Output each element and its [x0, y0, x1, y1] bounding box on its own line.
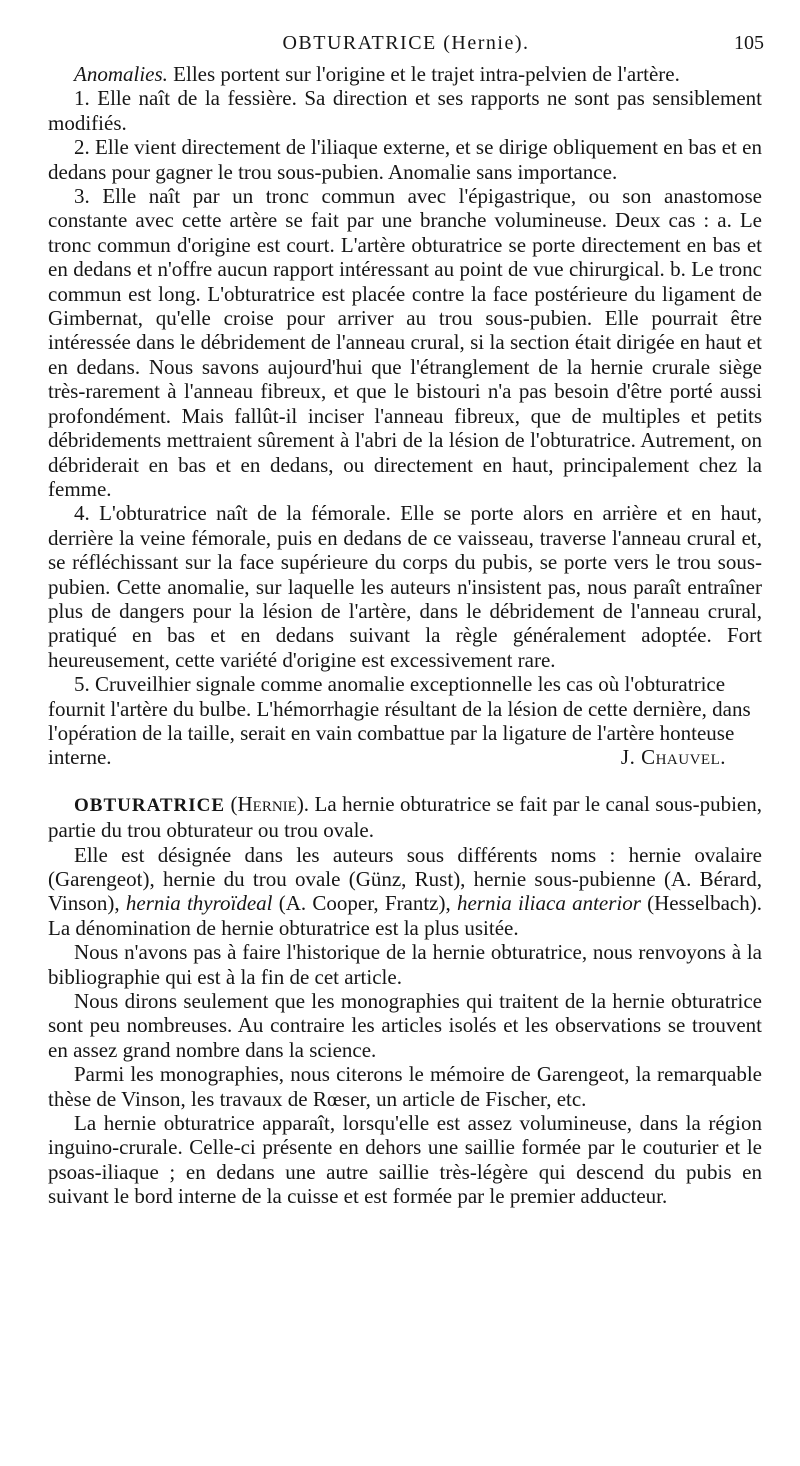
names-text-b: (A. Cooper, Frantz),: [272, 891, 457, 916]
names-text-a: Elle est désignée dans les auteurs sous différents noms : hernie ovalaire (Garengeot), hernie du trou ovale (Günz, Rust), hernie sous-pubienne (A. Bérard, Vinson),: [48, 842, 762, 916]
page-header: [48, 28, 764, 62]
running-title: OBTURATRICE (Hernie).: [282, 32, 530, 54]
names-italic-2: hernia iliaca anterior: [456, 891, 641, 916]
entry-heading: OBTURATRICE: [74, 794, 226, 816]
paragraph-entry-intro: [48, 792, 762, 843]
entry-subheading: (Hernie).: [230, 791, 310, 816]
paragraph-region: La hernie obturatrice apparaît, lorsqu'elle est assez volumineuse, dans la région inguino-crurale. Celle-ci présente en dehors une saillie formée par le couturier et le psoas-iliaque ; en dedans une autre saillie très-légère qui descend du pubis en suivant le bord interne de la cuisse et est formée par le premier adducteur.: [48, 1111, 762, 1209]
paragraph-anomaly-3: 3. Elle naît par un tronc commun avec l'épigastrique, ou son anastomose constante avec cette artère se fait par une branche volumineuse. Deux cas : a. Le tronc commun d'origine est court. L'artère obturatrice se porte directement en bas et en dedans et n'offre aucun rapport intéressant au point de vue chirurgical. b. Le tronc commun est long. L'obturatrice est placée contre la face postérieure du ligament de Gimbernat, qu'elle croise pour arriver au trou sous-pubien. Elle pourrait être intéressée dans le débridement de l'anneau crural, si la section était dirigée en haut et en dedans. Nous savons aujourd'hui que l'étranglement de la hernie crurale siège très-rarement à l'anneau fibreux, et que le bistouri n'a pas besoin d'être porté aussi profondément. Mais fallût-il inciser l'anneau fibreux, que de multiples et petits débridements mettraient sûrement à l'abri de la lésion de l'obturatrice. Autrement, on débriderait en bas et en dedans, ou directement en haut, principalement chez la femme.: [48, 184, 762, 501]
author-signature: J. Chauvel.: [620, 745, 726, 770]
paragraph-citations: Parmi les monographies, nous citerons le mémoire de Garengeot, la remarquable thèse de Vinson, les travaux de Rœser, un article de Fischer, etc.: [48, 1062, 762, 1111]
page-number: 105: [734, 32, 764, 54]
anomalies-text: Elles portent sur l'origine et le trajet intra-pelvien de l'artère.: [167, 62, 680, 86]
paragraph-anomaly-2: 2. Elle vient directement de l'iliaque externe, et se dirige obliquement en bas et en dedans pour gagner le trou sous-pubien. Anomalie sans importance.: [48, 135, 762, 184]
body-text: [48, 62, 762, 1209]
paragraph-history: Nous n'avons pas à faire l'historique de la hernie obturatrice, nous renvoyons à la bibliographie qui est à la fin de cet article.: [48, 940, 762, 989]
paragraph-anomaly-1: 1. Elle naît de la fessière. Sa direction et ses rapports ne sont pas sensiblement modifiés.: [48, 86, 762, 135]
anomalies-label: Anomalies.: [74, 62, 168, 86]
anomaly-5-text: 5. Cruveilhier signale comme anomalie exceptionnelle les cas où l'obturatrice fournit l'artère du bulbe. L'hémorrhagie résultant de la lésion de cette dernière, dans l'opération de la taille, serait en vain combattue par la ligature de l'artère honteuse interne.: [48, 672, 751, 770]
paragraph-monographs: Nous dirons seulement que les monographies qui traitent de la hernie obturatrice sont peu nombreuses. Au contraire les articles isolés et les observations se trouvent en assez grand nombre dans la science.: [48, 989, 762, 1062]
paragraph-anomalies: [48, 62, 762, 86]
paragraph-anomaly-5: [48, 672, 762, 770]
names-text-c: (Hesselbach). La dénomination de hernie obturatrice est la plus usitée.: [48, 891, 762, 940]
section-divider: [48, 770, 762, 792]
names-italic-1: hernia thyroïdeal: [125, 891, 273, 916]
paragraph-anomaly-4: 4. L'obturatrice naît de la fémorale. Elle se porte alors en arrière et en haut, derrière la veine fémorale, puis en dedans de ce vaisseau, traverse l'anneau crural et, se réfléchissant sur la face supérieure du corps du pubis, se porte vers le trou sous-pubien. Cette anomalie, sur laquelle les auteurs n'insistent pas, nous paraît entraîner plus de dangers pour la lésion de l'artère, dans le débridement de l'anneau crural, pratiqué en bas et en dedans suivant la règle généralement adoptée. Fort heureusement, cette variété d'origine est excessivement rare.: [48, 501, 762, 672]
paragraph-names: [48, 843, 762, 941]
entry-intro-text: La hernie obturatrice se fait par le canal sous-pubien, partie du trou obturateur ou trou ovale.: [48, 791, 762, 843]
